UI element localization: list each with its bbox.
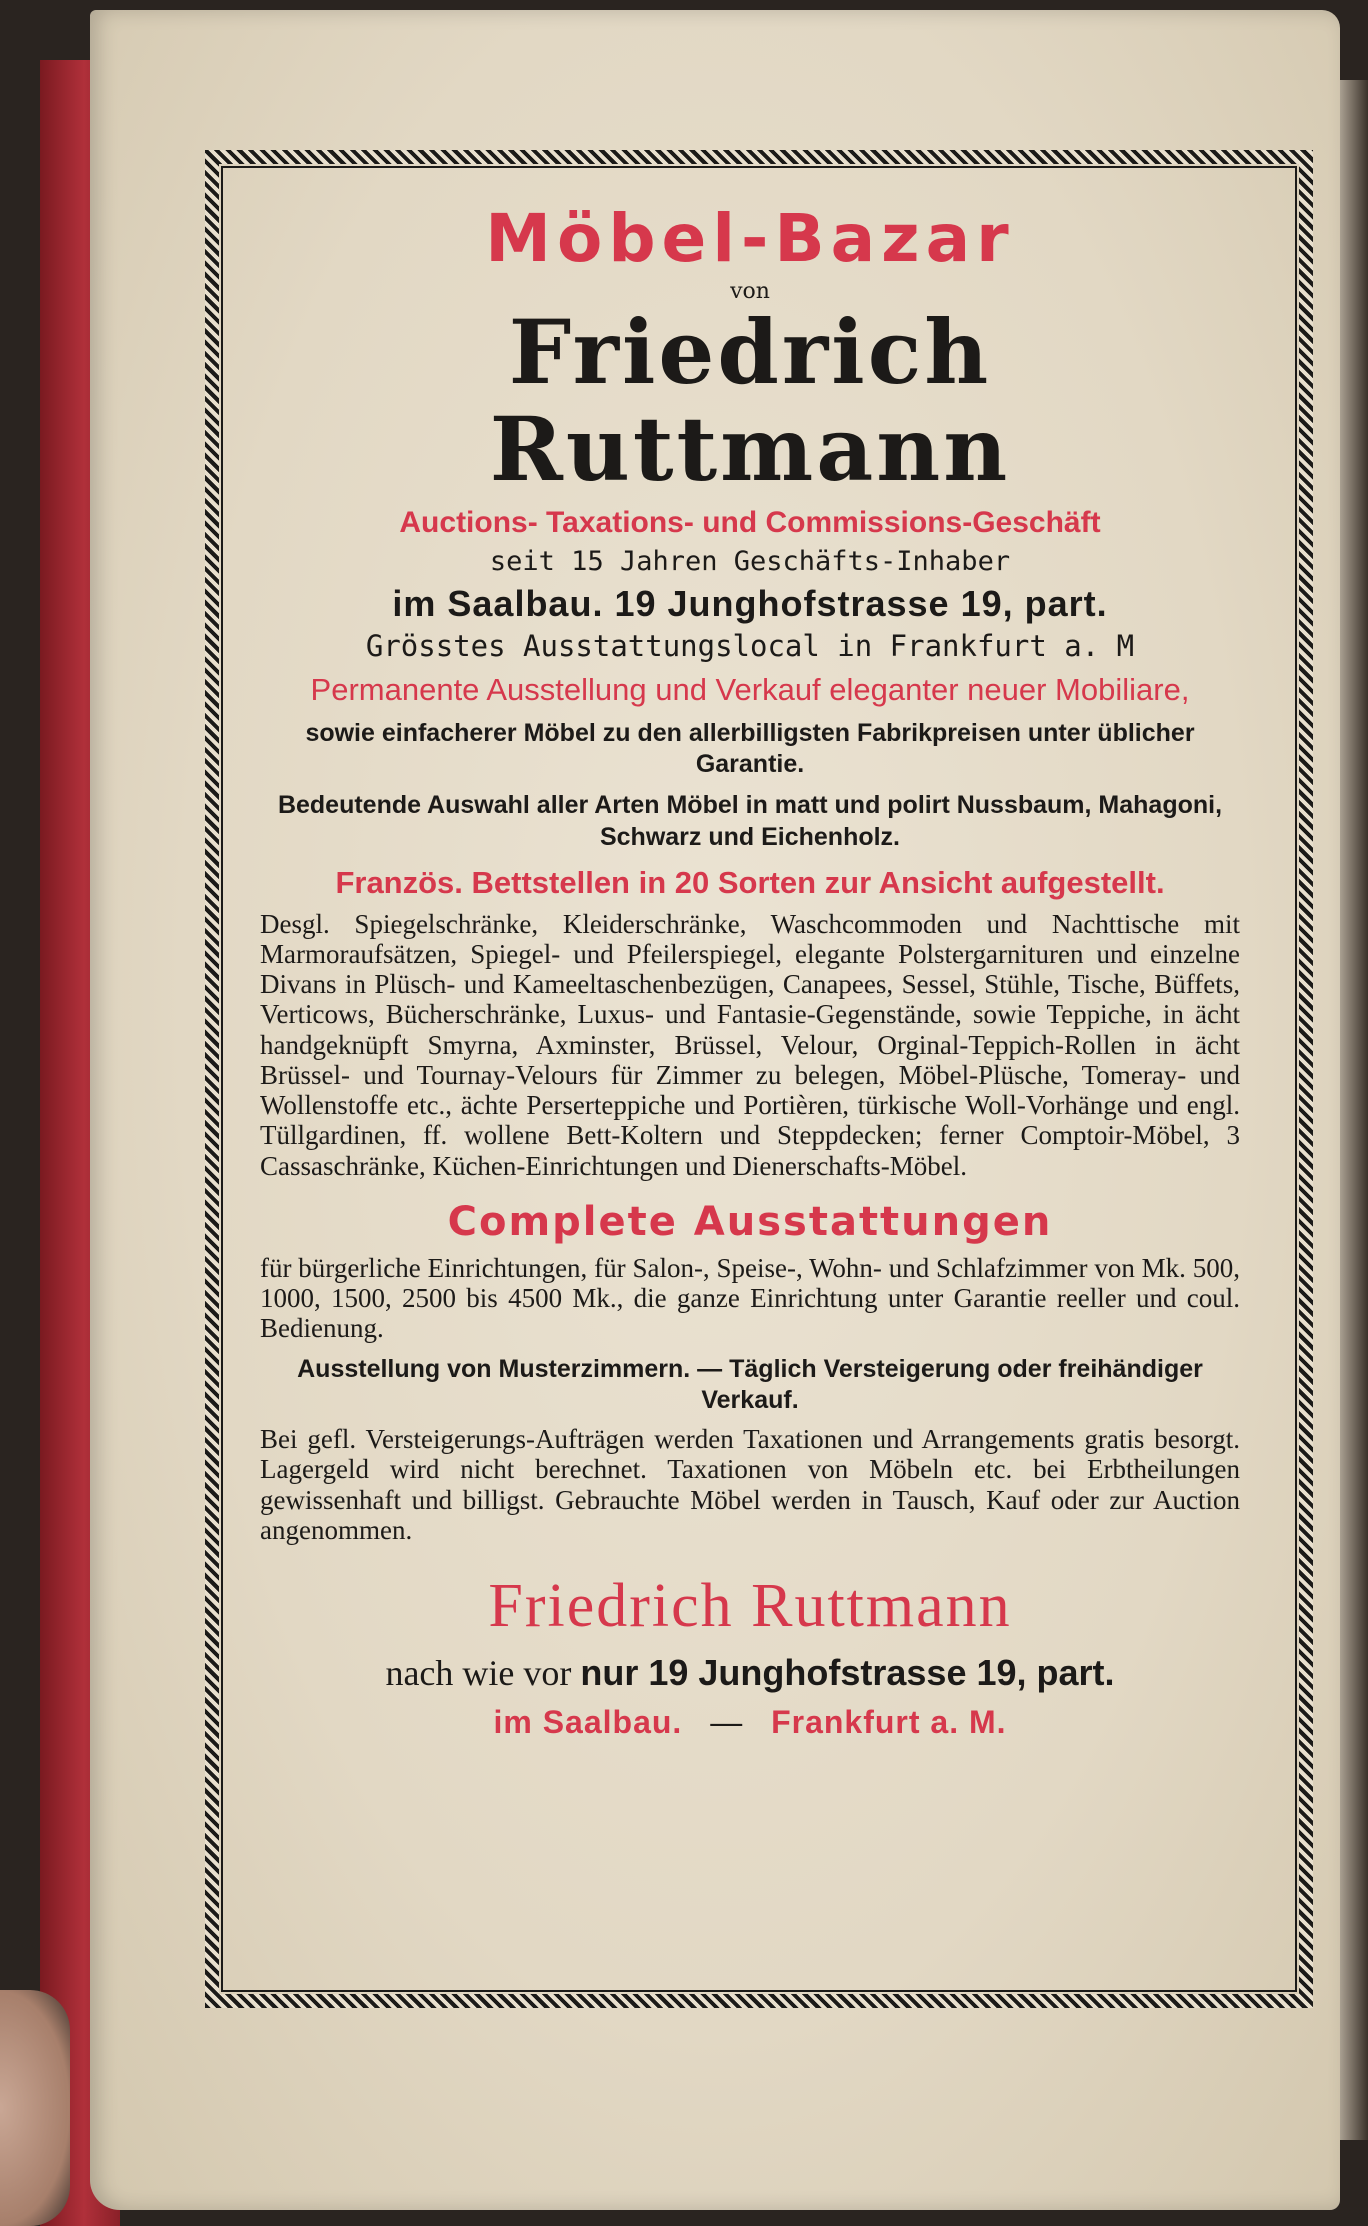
auction-paragraph: Bei gefl. Versteigerungs-Aufträgen werden Taxationen und Arrangements gratis besorgt. Lagergeld wird nicht berechnet. Taxationen von Möbeln etc. bei Erbtheilungen gewissenhaft und billigst. Gebrauchte Möbel werden in Tausch, Kauf oder zur Auction angenommen. [260,1424,1240,1545]
also-text: sowie einfacherer Möbel zu den allerbilligsten Fabrikpreisen unter üblicher Garantie. [305,718,1195,779]
business-lines: Auctions- Taxations- und Commissions-Geschäft [399,505,1101,539]
footer-sep: — [710,1704,744,1741]
complete-heading: Complete Ausstattungen [447,1198,1053,1245]
thumb [0,1990,70,2226]
since-text: seit 15 Jahren Geschäfts-Inhaber [489,545,1011,577]
exhibition-text: Ausstellung von Musterzimmern. — Täglich Versteigerung oder freihändiger Verkauf. [297,1354,1203,1414]
complete-paragraph: für bürgerliche Einrichtungen, für Salon-, Speise-, Wohn- und Schlafzimmer von Mk. 500, 1000, 1500, 2500 bis 4500 Mk., die ganze Einrichtung unter Garantie reeller und coul. Bedienung. [260,1252,1240,1344]
footer-city-line [260,1704,1240,1741]
largest-text: Grösstes Ausstattungslocal in Frankfurt a. M [365,628,1135,663]
selection-text: Bedeutende Auswahl aller Arten Möbel in matt und polirt Nussbaum, Mahagoni, Schwarz und Eichenholz. [277,791,1223,851]
ad-title: Möbel-Bazar [485,200,1015,277]
footer-name: Friedrich Ruttmann [488,1572,1012,1641]
owner-name: Friedrich Ruttmann [489,300,1011,501]
footer-address [260,1652,1240,1694]
footer-addr-bold: nur 19 Junghofstrasse 19, part. [580,1652,1115,1694]
von-text: von [730,279,770,304]
french-beds: Französ. Bettstellen in 20 Sorten zur Ansicht aufgestellt. [335,864,1165,900]
permanent-exhibition: Permanente Ausstellung und Verkauf eleganter neuer Mobiliare, [310,671,1190,707]
address-line: im Saalbau. 19 Junghofstrasse 19, part. [392,582,1108,624]
advertisement [260,190,1240,1741]
footer-saalbau: im Saalbau. [493,1704,683,1741]
list-paragraph: Desgl. Spiegelschränke, Kleiderschränke, Waschcommoden und Nachttische mit Marmoraufsätzen, Spiegel- und Pfeilerspiegel, elegante Polstergarnituren und einzelne Divans in Plüsch- und Kameeltaschenbezügen, Canapees, Sessel, Stühle, Tische, Büffets, Verticows, Bücherschränke, Luxus- und Fantasie-Gegenstände, sowie Teppiche, in ächt handgeknüpft Smyrna, Axminster, Brüssel, Velour, Orginal-Teppich-Rollen in ächt Brüssel- und Tournay-Velours für Zimmer zu belegen, Möbel-Plüsche, Tomeray- und Wollenstoffe etc., ächte Perserteppiche und Portièren, türkische Woll-Vorhänge und engl. Tüllgardinen, ff. wollene Bett-Koltern und Steppdecken; ferner Comptoir-Möbel, 3 Cassaschränke, Küchen-Einrichtungen und Dienerschafts-Möbel. [260,908,1240,1181]
footer-city: Frankfurt a. M. [771,1704,1007,1741]
footer-addr-prefix: nach wie vor [385,1653,572,1694]
